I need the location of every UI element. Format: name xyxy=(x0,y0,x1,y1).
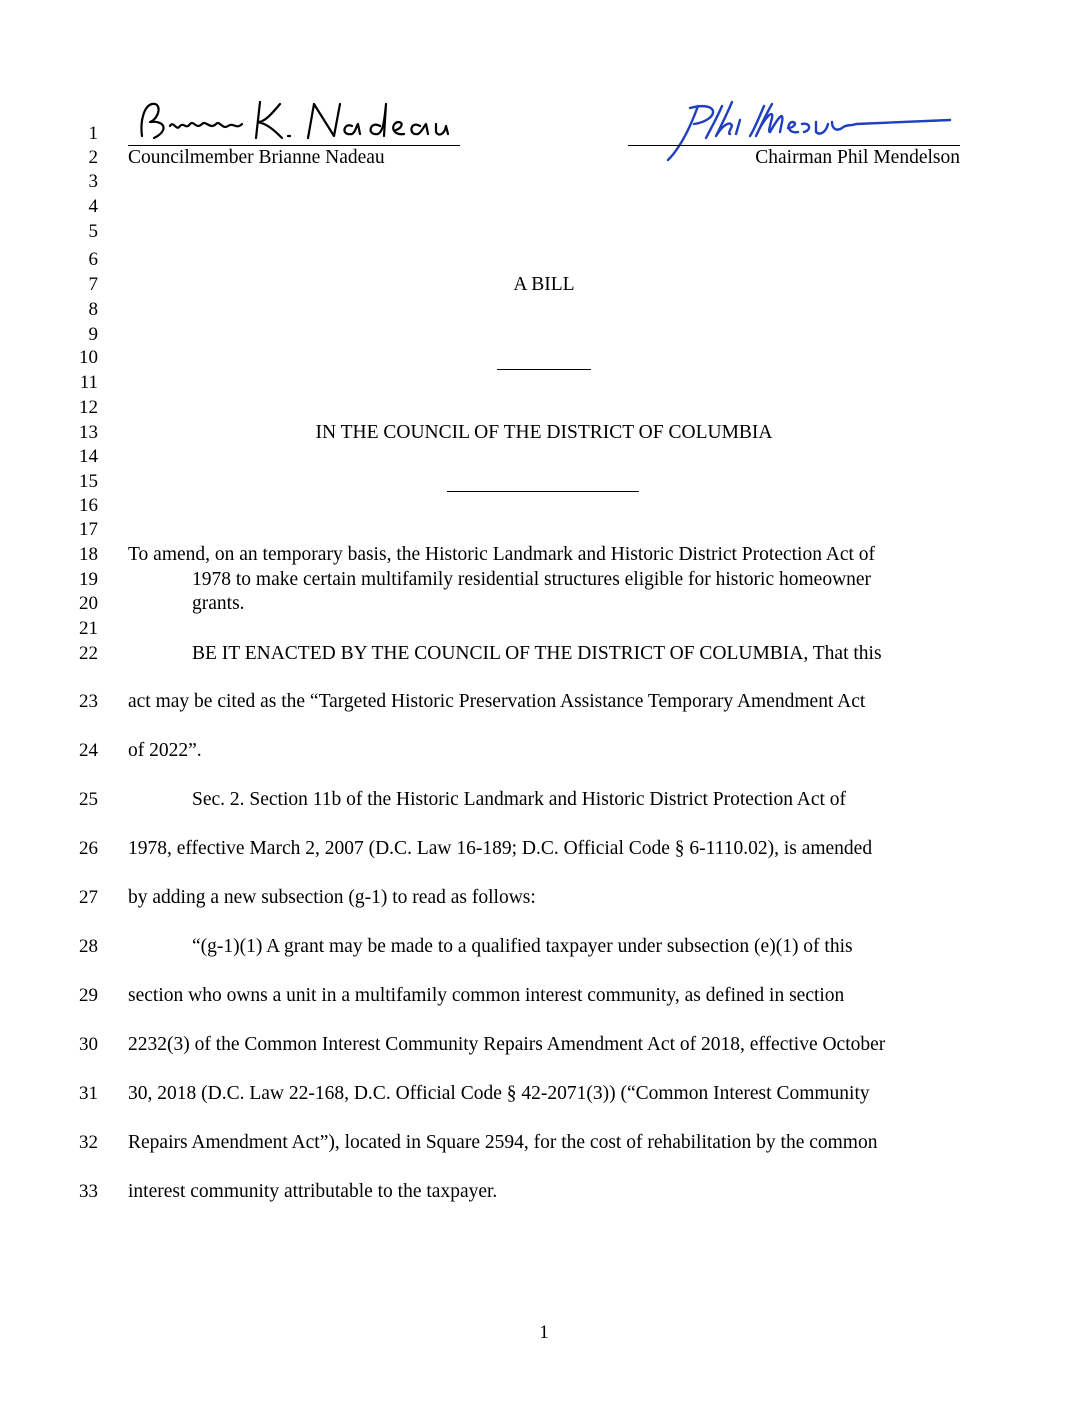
body-line: Sec. 2. Section 11b of the Historic Landmark and Historic District Protection Act of xyxy=(192,789,847,810)
bill-heading: A BILL xyxy=(513,274,575,295)
long-title-line: 1978 to make certain multifamily residential structures eligible for historic homeowner xyxy=(192,569,872,590)
line-number: 17 xyxy=(79,519,98,540)
line-number: 12 xyxy=(79,397,98,418)
line-number: 10 xyxy=(79,347,98,368)
line-number: 27 xyxy=(79,887,98,908)
body-line: 30, 2018 (D.C. Law 22-168, D.C. Official Code § 42-2071(3)) (“Common Interest Community xyxy=(128,1083,870,1104)
nadeau-signature xyxy=(130,96,460,146)
line-number: 5 xyxy=(88,221,98,242)
right-signer-name: Chairman Phil Mendelson xyxy=(755,147,960,168)
body-line: of 2022”. xyxy=(128,740,202,761)
line-number: 2 xyxy=(88,147,98,168)
body-line: 1978, effective March 2, 2007 (D.C. Law 16-189; D.C. Official Code § 6-1110.02), is amended xyxy=(128,838,873,859)
line-number: 33 xyxy=(79,1181,98,1202)
line-number: 15 xyxy=(79,471,98,492)
body-line: BE IT ENACTED BY THE COUNCIL OF THE DISTRICT OF COLUMBIA, That this xyxy=(192,643,882,664)
line-number: 20 xyxy=(79,593,98,614)
line-number: 4 xyxy=(88,196,98,217)
body-line: interest community attributable to the taxpayer. xyxy=(128,1181,498,1202)
line-number: 21 xyxy=(79,618,98,639)
nadeau-signature-graphic xyxy=(130,96,460,146)
body-line: by adding a new subsection (g-1) to read as follows: xyxy=(128,887,536,908)
body-line: “(g-1)(1) A grant may be made to a qualified taxpayer under subsection (e)(1) of this xyxy=(192,936,853,957)
line-number: 22 xyxy=(79,643,98,664)
body-line: 2232(3) of the Common Interest Community Repairs Amendment Act of 2018, effective October xyxy=(128,1034,886,1055)
line-number: 23 xyxy=(79,691,98,712)
body-line: act may be cited as the “Targeted Historic Preservation Assistance Temporary Amendment Act xyxy=(128,691,866,712)
long-title-line: grants. xyxy=(192,593,245,614)
line-number: 25 xyxy=(79,789,98,810)
right-signature-line xyxy=(628,145,960,146)
line-number: 18 xyxy=(79,544,98,565)
line-number: 26 xyxy=(79,838,98,859)
line-number: 6 xyxy=(88,249,98,270)
line-number: 30 xyxy=(79,1034,98,1055)
line-number: 31 xyxy=(79,1083,98,1104)
long-title-line: To amend, on an temporary basis, the Historic Landmark and Historic District Protection Act of xyxy=(128,544,876,565)
line-number: 14 xyxy=(79,446,98,467)
line-number: 3 xyxy=(88,171,98,192)
body-line: section who owns a unit in a multifamily common interest community, as defined in section xyxy=(128,985,845,1006)
line-number: 28 xyxy=(79,936,98,957)
line-number: 32 xyxy=(79,1132,98,1153)
line-number: 29 xyxy=(79,985,98,1006)
line-number: 13 xyxy=(79,422,98,443)
line-number: 24 xyxy=(79,740,98,761)
line-number: 1 xyxy=(88,123,98,144)
line-number: 19 xyxy=(79,569,98,590)
bill-number-blank xyxy=(497,369,591,370)
left-signer-name: Councilmember Brianne Nadeau xyxy=(128,147,385,168)
council-blank xyxy=(447,491,639,492)
page-number: 1 xyxy=(539,1322,549,1343)
line-number: 9 xyxy=(88,324,98,345)
council-heading: IN THE COUNCIL OF THE DISTRICT OF COLUMBIA xyxy=(315,422,773,443)
line-number: 11 xyxy=(79,372,98,393)
line-number: 16 xyxy=(79,495,98,516)
body-line: Repairs Amendment Act”), located in Square 2594, for the cost of rehabilitation by the common xyxy=(128,1132,878,1153)
left-signature-line xyxy=(128,145,460,146)
line-number: 7 xyxy=(88,274,98,295)
line-number: 8 xyxy=(88,299,98,320)
